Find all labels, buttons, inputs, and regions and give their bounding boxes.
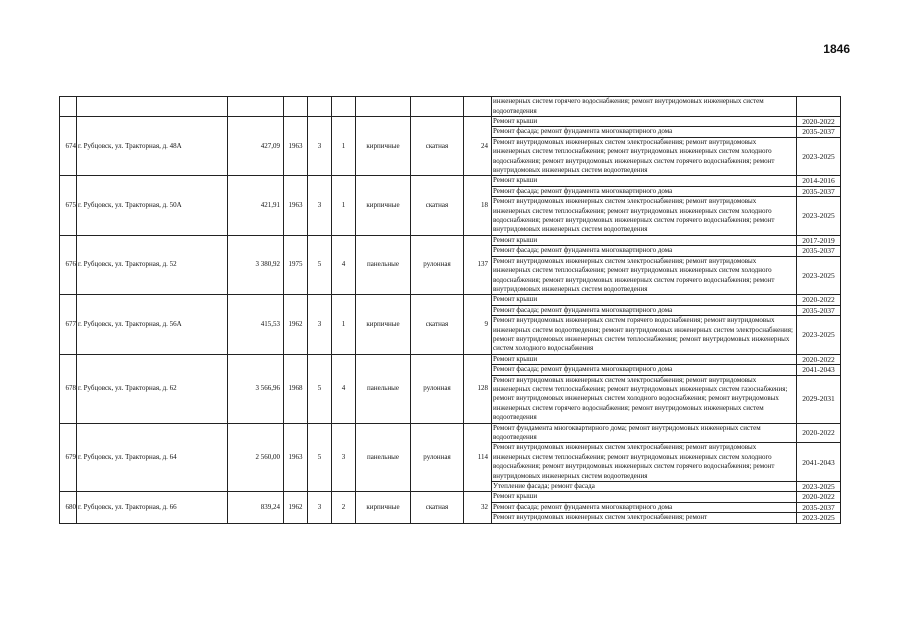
cell-walls: кирпичные — [356, 117, 411, 176]
cell-area: 3 380,92 — [228, 235, 284, 294]
cell-work: инженерных систем горячего водоснабжения; ремонт внутридомовых инженерных систем водоотведения — [492, 97, 797, 117]
cell-roof: скатная — [411, 176, 464, 235]
cell-walls: панельные — [356, 354, 411, 423]
cell-work: Ремонт фасада; ремонт фундамента многоквартирного дома — [492, 502, 797, 512]
cell-residents: 18 — [464, 176, 492, 235]
cell-year: 1963 — [284, 423, 308, 492]
cell-residents: 9 — [464, 295, 492, 354]
cell-year: 1962 — [284, 492, 308, 523]
cell-area: 3 566,96 — [228, 354, 284, 423]
cell-work: Ремонт внутридомовых инженерных систем электроснабжения; ремонт внутридомовых инженерных систем теплоснабжения; ремонт внутридомовых инженерных систем холодного водоснабжения; ремонт внутридомовых инженерных систем горячего водоснабжения; ремонт внутридомовых инженерных систем водоотведения — [492, 256, 797, 295]
cell-no: 677 — [60, 295, 77, 354]
cell-work: Ремонт крыши — [492, 176, 797, 186]
cell-walls — [356, 97, 411, 117]
cell-residents: 137 — [464, 235, 492, 294]
cell-period: 2041-2043 — [797, 443, 841, 482]
cell-work: Ремонт внутридомовых инженерных систем электроснабжения; ремонт внутридомовых инженерных систем теплоснабжения; ремонт внутридомовых инженерных систем холодного водоснабжения; ремонт внутридомовых инженерных систем горячего водоснабжения; ремонт внутридомовых инженерных систем водоотведения — [492, 443, 797, 482]
cell-entrances: 1 — [332, 176, 356, 235]
cell-period: 2020-2022 — [797, 295, 841, 305]
cell-work: Ремонт внутридомовых инженерных систем электроснабжения; ремонт внутридомовых инженерных систем теплоснабжения; ремонт внутридомовых инженерных систем холодного водоснабжения; ремонт внутридомовых инженерных систем горячего водоснабжения; ремонт внутридомовых инженерных систем водоотведения — [492, 137, 797, 176]
cell-year: 1963 — [284, 176, 308, 235]
cell-period: 2023-2025 — [797, 197, 841, 236]
cell-period: 2020-2022 — [797, 117, 841, 127]
table-row — [60, 354, 841, 364]
cell-no: 676 — [60, 235, 77, 294]
cell-roof: рулонная — [411, 423, 464, 492]
cell-roof: скатная — [411, 492, 464, 523]
cell-period: 2023-2025 — [797, 137, 841, 176]
cell-residents: 128 — [464, 354, 492, 423]
table-row — [60, 295, 841, 305]
cell-work: Ремонт фасада; ремонт фундамента многоквартирного дома — [492, 127, 797, 137]
cell-work: Ремонт фасада; ремонт фундамента многоквартирного дома — [492, 186, 797, 196]
cell-work: Ремонт фасада; ремонт фундамента многоквартирного дома — [492, 305, 797, 315]
cell-roof — [411, 97, 464, 117]
cell-period: 2014-2016 — [797, 176, 841, 186]
cell-period: 2035-2037 — [797, 246, 841, 256]
cell-no: 674 — [60, 117, 77, 176]
cell-residents — [464, 97, 492, 117]
cell-address: г. Рубцовск, ул. Тракторная, д. 48А — [77, 117, 228, 176]
cell-roof: скатная — [411, 295, 464, 354]
cell-period — [797, 97, 841, 117]
cell-entrances: 1 — [332, 117, 356, 176]
cell-area: 415,53 — [228, 295, 284, 354]
cell-address: г. Рубцовск, ул. Тракторная, д. 52 — [77, 235, 228, 294]
cell-entrances: 1 — [332, 295, 356, 354]
cell-year: 1968 — [284, 354, 308, 423]
cell-work: Ремонт крыши — [492, 117, 797, 127]
table-row — [60, 492, 841, 502]
cell-roof: рулонная — [411, 354, 464, 423]
cell-area: 2 560,00 — [228, 423, 284, 492]
cell-address: г. Рубцовск, ул. Тракторная, д. 62 — [77, 354, 228, 423]
cell-walls: панельные — [356, 423, 411, 492]
cell-residents: 24 — [464, 117, 492, 176]
cell-floors: 3 — [308, 295, 332, 354]
cell-work: Ремонт внутридомовых инженерных систем горячего водоснабжения; ремонт внутридомовых инженерных систем водоотведения; ремонт внутридомовых инженерных систем электроснабжения; ремонт внутридомовых инженерных систем теплоснабжения; ремонт внутридомовых инженерных систем холодного водоснабжения — [492, 316, 797, 355]
cell-floors: 5 — [308, 235, 332, 294]
cell-work: Ремонт крыши — [492, 354, 797, 364]
cell-roof: рулонная — [411, 235, 464, 294]
cell-no: 678 — [60, 354, 77, 423]
cell-floors: 5 — [308, 354, 332, 423]
cell-floors: 3 — [308, 492, 332, 523]
table-row — [60, 235, 841, 245]
cell-year — [284, 97, 308, 117]
cell-work: Ремонт крыши — [492, 235, 797, 245]
cell-work: Утепление фасада; ремонт фасада — [492, 482, 797, 492]
cell-address: г. Рубцовск, ул. Тракторная, д. 64 — [77, 423, 228, 492]
cell-period: 2023-2025 — [797, 256, 841, 295]
cell-entrances: 4 — [332, 354, 356, 423]
cell-year: 1962 — [284, 295, 308, 354]
cell-year: 1975 — [284, 235, 308, 294]
cell-period: 2035-2037 — [797, 127, 841, 137]
cell-period: 2035-2037 — [797, 186, 841, 196]
cell-period: 2020-2022 — [797, 354, 841, 364]
cell-address: г. Рубцовск, ул. Тракторная, д. 66 — [77, 492, 228, 523]
cell-period: 2020-2022 — [797, 492, 841, 502]
table-row — [60, 423, 841, 443]
cell-address: г. Рубцовск, ул. Тракторная, д. 50А — [77, 176, 228, 235]
cell-year: 1963 — [284, 117, 308, 176]
capital-repair-table — [59, 96, 841, 524]
cell-area: 839,24 — [228, 492, 284, 523]
cell-entrances: 3 — [332, 423, 356, 492]
cell-address — [77, 97, 228, 117]
cell-area: 421,91 — [228, 176, 284, 235]
cell-no: 680 — [60, 492, 77, 523]
cell-entrances: 4 — [332, 235, 356, 294]
cell-period: 2023-2025 — [797, 316, 841, 355]
cell-work: Ремонт крыши — [492, 295, 797, 305]
cell-entrances: 2 — [332, 492, 356, 523]
cell-walls: панельные — [356, 235, 411, 294]
cell-work: Ремонт внутридомовых инженерных систем электроснабжения; ремонт внутридомовых инженерных систем теплоснабжения; ремонт внутридомовых инженерных систем газоснабжения; ремонт внутридомовых инженерных систем холодного водоснабжения; ремонт внутридомовых инженерных систем горячего водоснабжения; ремонт внутридомовых инженерных систем водоотведения — [492, 375, 797, 423]
cell-period: 2041-2043 — [797, 365, 841, 375]
page-number: 1846 — [823, 42, 850, 56]
cell-walls: кирпичные — [356, 295, 411, 354]
cell-work: Ремонт крыши — [492, 492, 797, 502]
cell-work: Ремонт фасада; ремонт фундамента многоквартирного дома — [492, 246, 797, 256]
cell-area: 427,09 — [228, 117, 284, 176]
cell-work: Ремонт фасада; ремонт фундамента многоквартирного дома — [492, 365, 797, 375]
cell-period: 2017-2019 — [797, 235, 841, 245]
cell-no: 679 — [60, 423, 77, 492]
cell-residents: 114 — [464, 423, 492, 492]
cell-period: 2035-2037 — [797, 305, 841, 315]
table-row — [60, 117, 841, 127]
cell-period: 2029-2031 — [797, 375, 841, 423]
cell-floors: 3 — [308, 117, 332, 176]
cell-no — [60, 97, 77, 117]
cell-no: 675 — [60, 176, 77, 235]
cell-walls: кирпичные — [356, 176, 411, 235]
cell-address: г. Рубцовск, ул. Тракторная, д. 56А — [77, 295, 228, 354]
cell-residents: 32 — [464, 492, 492, 523]
cell-period: 2020-2022 — [797, 423, 841, 443]
cell-roof: скатная — [411, 117, 464, 176]
cell-walls: кирпичные — [356, 492, 411, 523]
table-row — [60, 176, 841, 186]
cell-floors: 3 — [308, 176, 332, 235]
cell-floors: 5 — [308, 423, 332, 492]
cell-work: Ремонт фундамента многоквартирного дома; ремонт внутридомовых инженерных систем водоотведения — [492, 423, 797, 443]
cell-floors — [308, 97, 332, 117]
continuation-row — [60, 97, 841, 117]
cell-work: Ремонт внутридомовых инженерных систем электроснабжения; ремонт — [492, 513, 797, 523]
cell-period: 2023-2025 — [797, 513, 841, 523]
cell-entrances — [332, 97, 356, 117]
cell-period: 2023-2025 — [797, 482, 841, 492]
cell-area — [228, 97, 284, 117]
cell-period: 2035-2037 — [797, 502, 841, 512]
cell-work: Ремонт внутридомовых инженерных систем электроснабжения; ремонт внутридомовых инженерных систем теплоснабжения; ремонт внутридомовых инженерных систем холодного водоснабжения; ремонт внутридомовых инженерных систем горячего водоснабжения; ремонт внутридомовых инженерных систем водоотведения — [492, 197, 797, 236]
